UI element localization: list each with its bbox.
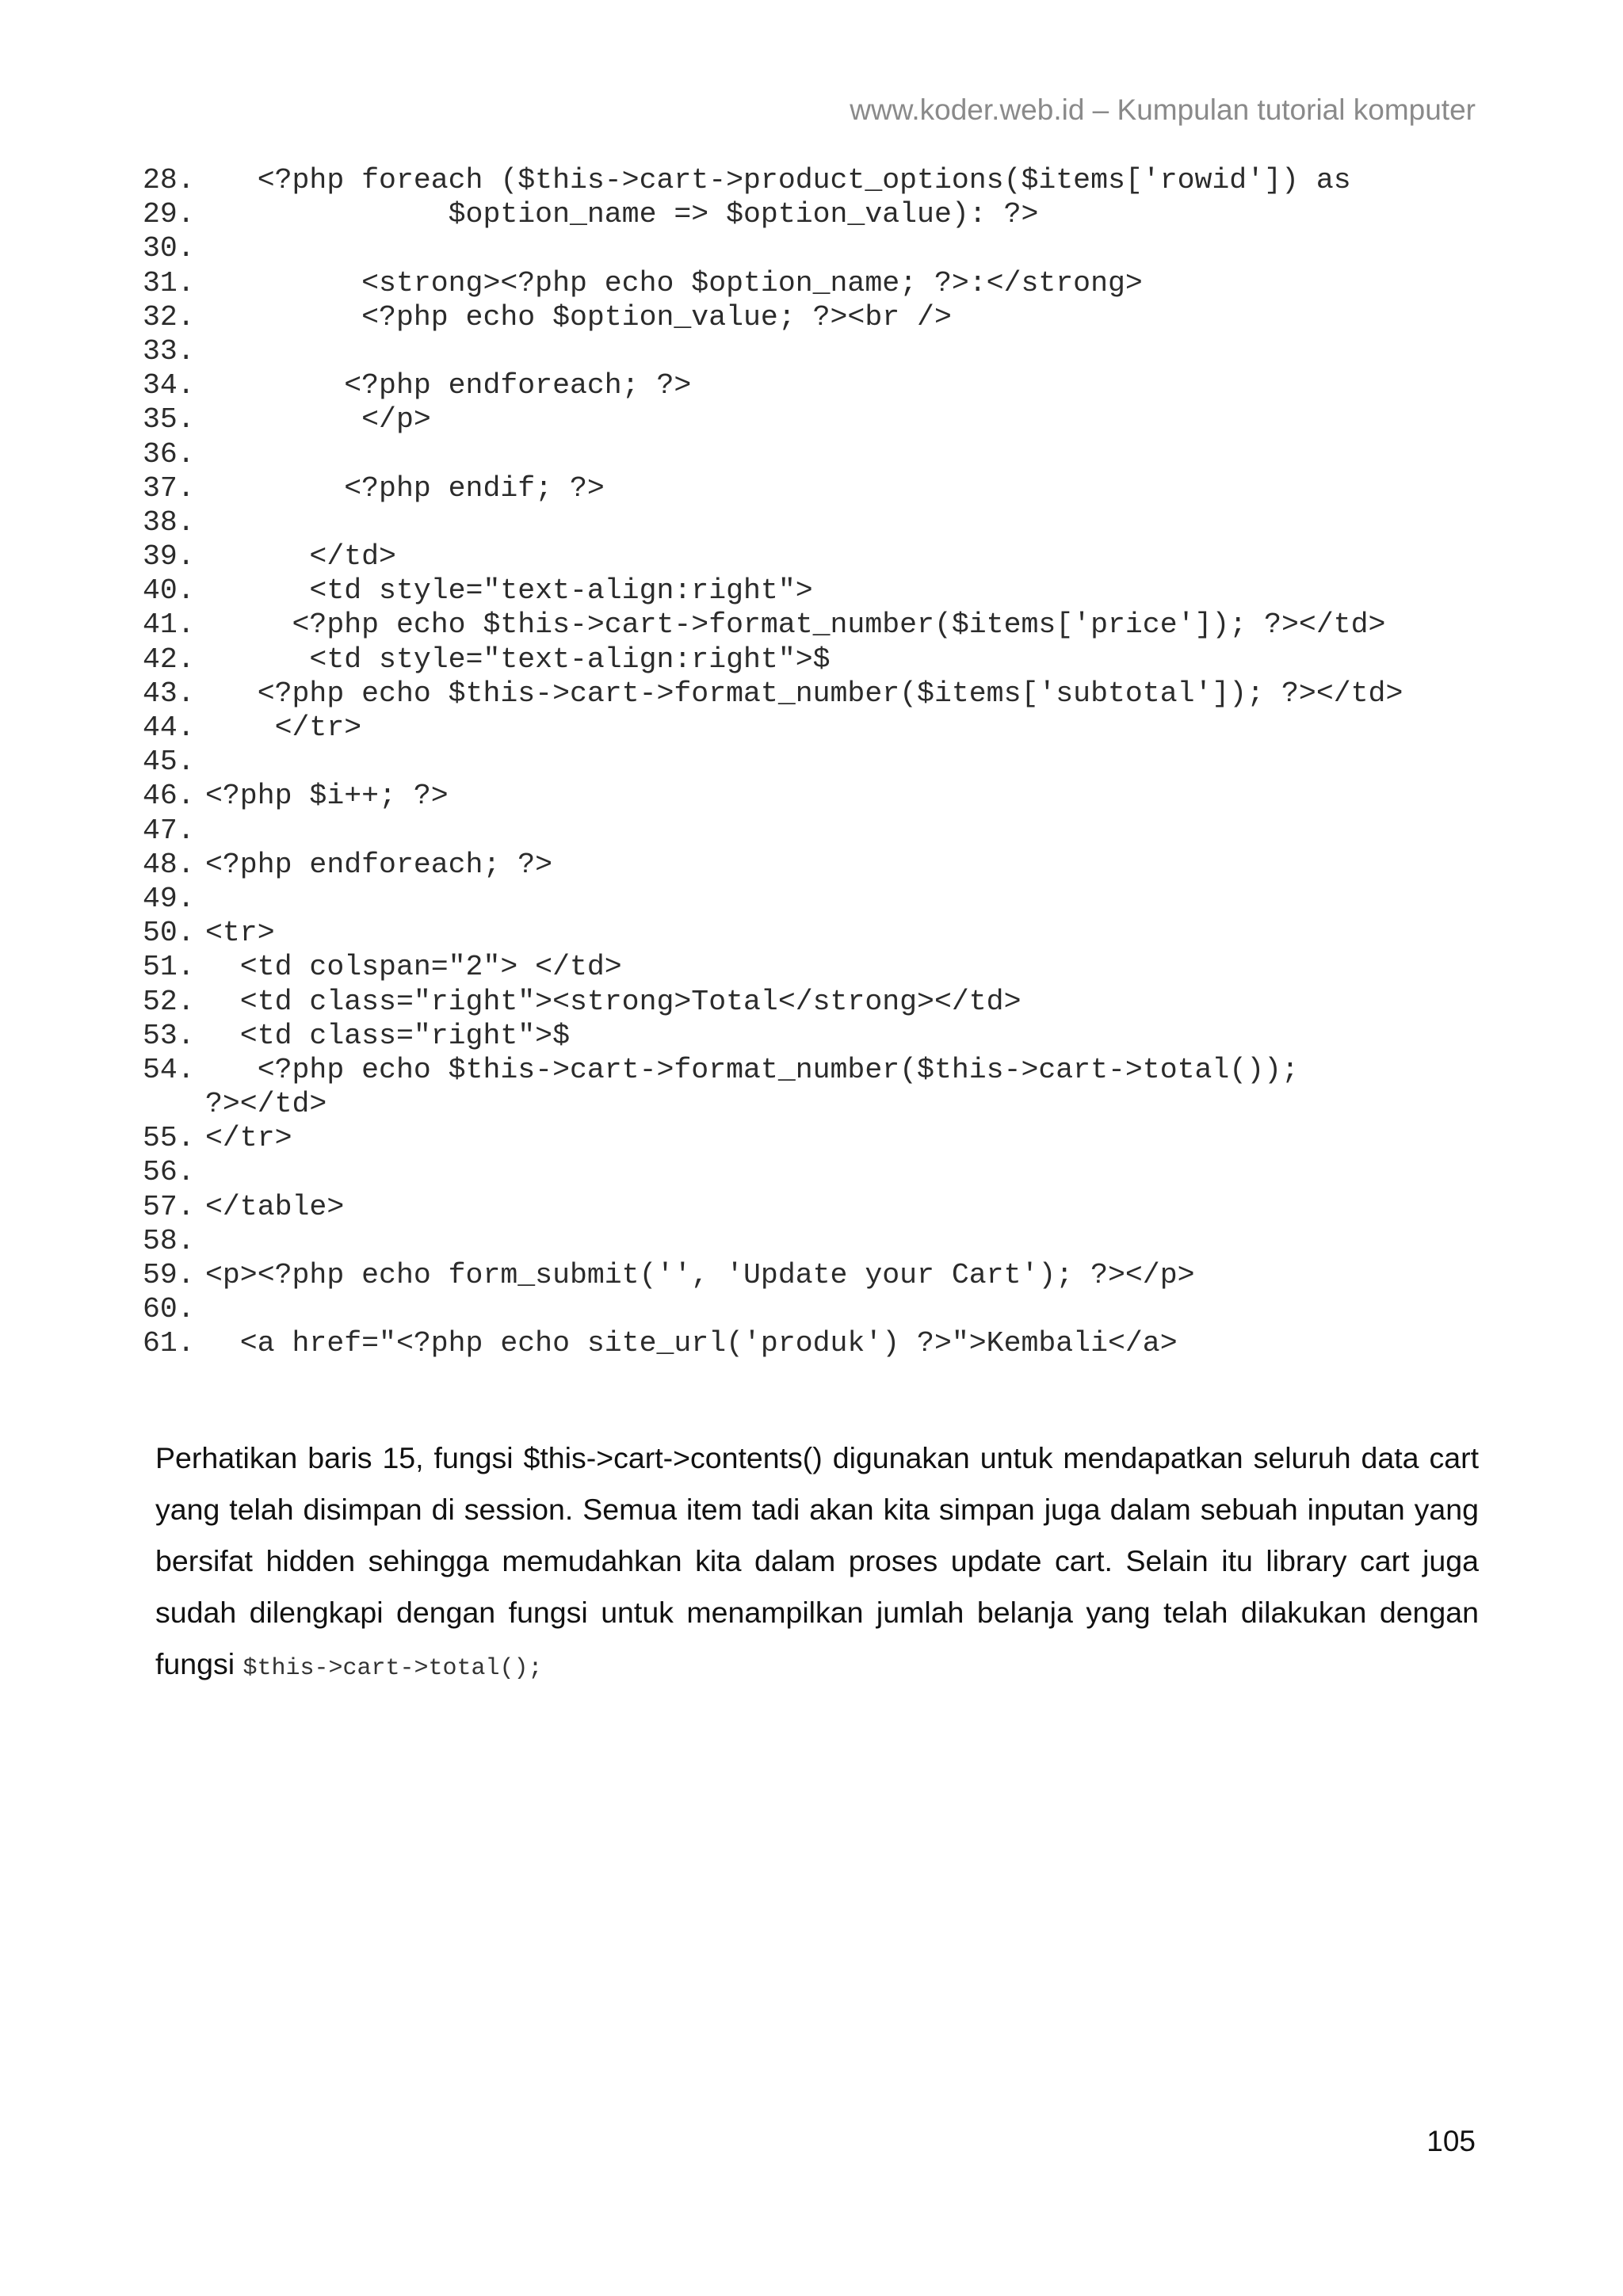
code-text: <td colspan="2"> </td> <box>205 951 622 984</box>
code-text: <?php endforeach; ?> <box>205 848 553 881</box>
code-line <box>143 1053 1490 1087</box>
line-number: 52. <box>143 985 195 1018</box>
code-text: <?php foreach ($this->cart->product_options($items['rowid']) as <box>205 164 1351 196</box>
code-listing <box>143 163 1490 1361</box>
line-number: 39. <box>143 540 195 574</box>
line-number: 45. <box>143 746 195 779</box>
code-text: </p> <box>205 403 431 437</box>
code-text: </tr> <box>205 1122 292 1155</box>
line-number: 33. <box>143 334 195 368</box>
line-number: 34. <box>143 369 195 402</box>
code-line <box>143 197 1490 231</box>
line-number: 31. <box>143 266 195 299</box>
code-line <box>143 1190 1490 1224</box>
code-text: <?php endforeach; ?> <box>205 369 692 402</box>
code-text: <tr> <box>205 917 275 950</box>
code-text: <?php echo $option_value; ?><br /> <box>205 300 952 334</box>
code-text: $option_name => $option_value): ?> <box>205 198 1039 231</box>
line-number: 37. <box>143 471 195 505</box>
line-number: 48. <box>143 848 195 881</box>
page-number: 105 <box>1426 2125 1476 2157</box>
code-line <box>143 1326 1490 1360</box>
code-line <box>143 334 1490 368</box>
code-line <box>143 882 1490 916</box>
code-text: </table> <box>205 1190 345 1223</box>
code-text: <a href="<?php echo site_url('produk') ?>">Kembali</a> <box>205 1327 1178 1360</box>
line-number: 55. <box>143 1122 195 1155</box>
code-line <box>143 574 1490 608</box>
code-line <box>143 402 1490 437</box>
code-line <box>143 300 1490 334</box>
code-line <box>143 950 1490 984</box>
line-number: 28. <box>143 164 195 196</box>
line-number: 58. <box>143 1224 195 1257</box>
code-line <box>143 677 1490 711</box>
code-text: ?></td> <box>205 1088 327 1121</box>
line-number: 35. <box>143 403 195 437</box>
line-number: 54. <box>143 1053 195 1086</box>
inline-code: $this->cart->total(); <box>242 1655 543 1682</box>
line-number: 51. <box>143 951 195 984</box>
line-number: 40. <box>143 574 195 608</box>
code-line <box>143 848 1490 882</box>
line-number: 41. <box>143 608 195 642</box>
code-text: <?php endif; ?> <box>205 471 605 505</box>
code-line <box>143 985 1490 1019</box>
code-line <box>143 471 1490 505</box>
line-number: 44. <box>143 711 195 744</box>
code-line <box>143 266 1490 300</box>
code-line <box>143 505 1490 540</box>
paragraph-text: Perhatikan baris 15, fungsi $this->cart->contents() digunakan untuk mendapatkan seluruh data cart yang telah disimpan di session. Semua item tadi akan kita simpan juga dalam sebuah inputan yang bersifat hidden sehingga memudahkan kita dalam proses update cart. Selain itu library cart juga sudah dilengkapi dengan fungsi untuk menampilkan jumlah belanja yang telah dilakukan dengan fungsi <box>155 1441 1479 1680</box>
line-number: 30. <box>143 232 195 265</box>
code-line <box>143 1087 1490 1121</box>
page-header: www.koder.web.id – Kumpulan tutorial komputer <box>850 93 1476 126</box>
line-number: 60. <box>143 1293 195 1326</box>
line-number: 42. <box>143 643 195 676</box>
code-line <box>143 745 1490 779</box>
code-line <box>143 711 1490 745</box>
line-number: 57. <box>143 1190 195 1223</box>
code-line <box>143 779 1490 813</box>
body-paragraph <box>155 1432 1479 1695</box>
code-line <box>143 814 1490 848</box>
code-line <box>143 1258 1490 1292</box>
code-line <box>143 1292 1490 1326</box>
line-number: 29. <box>143 198 195 231</box>
code-text: <strong><?php echo $option_name; ?>:</strong> <box>205 266 1143 299</box>
code-line <box>143 1155 1490 1189</box>
line-number: 47. <box>143 814 195 847</box>
code-line <box>143 916 1490 950</box>
code-text: <?php echo $this->cart->format_number($items['price']); ?></td> <box>205 608 1386 642</box>
code-line <box>143 608 1490 642</box>
code-text: </td> <box>205 540 396 574</box>
code-text: <td class="right">$ <box>205 1019 570 1052</box>
code-line <box>143 1019 1490 1053</box>
code-line <box>143 437 1490 471</box>
code-text: <?php echo $this->cart->format_number($items['subtotal']); ?></td> <box>205 677 1403 710</box>
line-number: 46. <box>143 780 195 813</box>
line-number: 53. <box>143 1019 195 1052</box>
code-text: <?php echo $this->cart->format_number($this->cart->total()); <box>205 1053 1299 1086</box>
code-line <box>143 1224 1490 1258</box>
line-number: 61. <box>143 1327 195 1360</box>
code-line <box>143 368 1490 402</box>
code-text: <p><?php echo form_submit('', 'Update your Cart'); ?></p> <box>205 1259 1195 1291</box>
line-number: 49. <box>143 882 195 915</box>
line-number: 36. <box>143 437 195 471</box>
code-text: <td style="text-align:right">$ <box>205 643 831 676</box>
code-line <box>143 163 1490 197</box>
code-text: <td class="right"><strong>Total</strong></td> <box>205 985 1022 1018</box>
line-number: 59. <box>143 1259 195 1291</box>
code-line <box>143 643 1490 677</box>
code-line <box>143 231 1490 265</box>
code-line <box>143 1121 1490 1155</box>
code-line <box>143 540 1490 574</box>
code-text: <?php $i++; ?> <box>205 780 449 813</box>
code-text: </tr> <box>205 711 362 744</box>
line-number: 50. <box>143 917 195 950</box>
line-number: 43. <box>143 677 195 710</box>
line-number: 38. <box>143 505 195 539</box>
line-number: 32. <box>143 300 195 334</box>
code-text: <td style="text-align:right"> <box>205 574 813 608</box>
line-number: 56. <box>143 1156 195 1189</box>
